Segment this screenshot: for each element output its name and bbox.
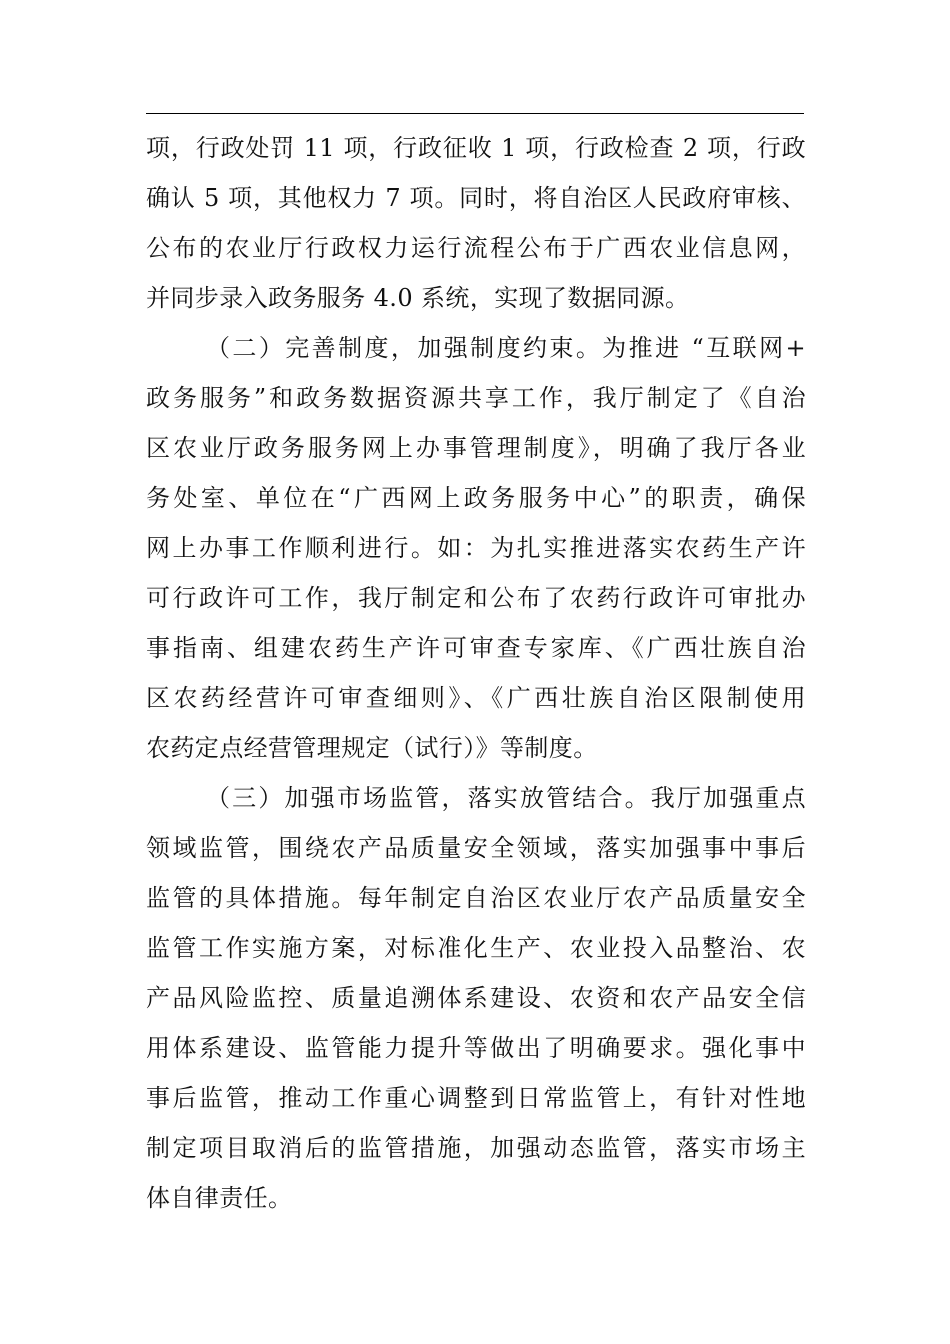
text-line-13: 农药定点经营管理规定（试行）》等制度。 xyxy=(146,734,598,762)
text-line-10: 可行政许可工作，我厅制定和公布了农药行政许可审批办 xyxy=(146,584,806,612)
text-line-19: 用体系建设、监管能力提升等做出了明确要求。强化事中 xyxy=(146,1034,806,1062)
text-line-15: 领域监管，围绕农产品质量安全领域，落实加强事中事后 xyxy=(146,834,806,862)
text-line-18: 产品风险监控、质量追溯体系建设、农资和农产品安全信 xyxy=(146,984,806,1012)
section-heading-3: （三）加强市场监管，落实放管结合。我厅加强重点 xyxy=(206,784,806,812)
text-line-3: 公布的农业厅行政权力运行流程公布于广西农业信息网， xyxy=(146,234,806,262)
text-line-8: 务处室、单位在“广西网上政务服务中心”的职责，确保 xyxy=(146,484,806,512)
header-rule xyxy=(146,113,804,114)
text-line-12: 区农药经营许可审查细则》、《广西壮族自治区限制使用 xyxy=(146,684,806,712)
text-line-17: 监管工作实施方案，对标准化生产、农业投入品整治、农 xyxy=(146,934,806,962)
text-line-11: 事指南、组建农药生产许可审查专家库、《广西壮族自治 xyxy=(146,634,806,662)
text-line-16: 监管的具体措施。每年制定自治区农业厅农产品质量安全 xyxy=(146,884,806,912)
text-line-4: 并同步录入政务服务 4.0 系统，实现了数据同源。 xyxy=(146,284,690,312)
text-line-1: 项，行政处罚 11 项，行政征收 1 项，行政检查 2 项，行政 xyxy=(146,134,806,162)
text-line-22: 体自律责任。 xyxy=(146,1184,293,1212)
text-line-9: 网上办事工作顺利进行。如：为扎实推进落实农药生产许 xyxy=(146,534,806,562)
text-line-7: 区农业厅政务服务网上办事管理制度》，明确了我厅各业 xyxy=(146,434,806,462)
text-line-2: 确认 5 项，其他权力 7 项。同时，将自治区人民政府审核、 xyxy=(146,184,806,212)
text-line-21: 制定项目取消后的监管措施，加强动态监管，落实市场主 xyxy=(146,1134,806,1162)
text-line-6: 政务服务”和政务数据资源共享工作，我厅制定了《自治 xyxy=(146,384,806,412)
section-heading-2: （二）完善制度，加强制度约束。为推进 “互联网+ xyxy=(206,334,806,362)
text-line-20: 事后监管，推动工作重心调整到日常监管上，有针对性地 xyxy=(146,1084,806,1112)
